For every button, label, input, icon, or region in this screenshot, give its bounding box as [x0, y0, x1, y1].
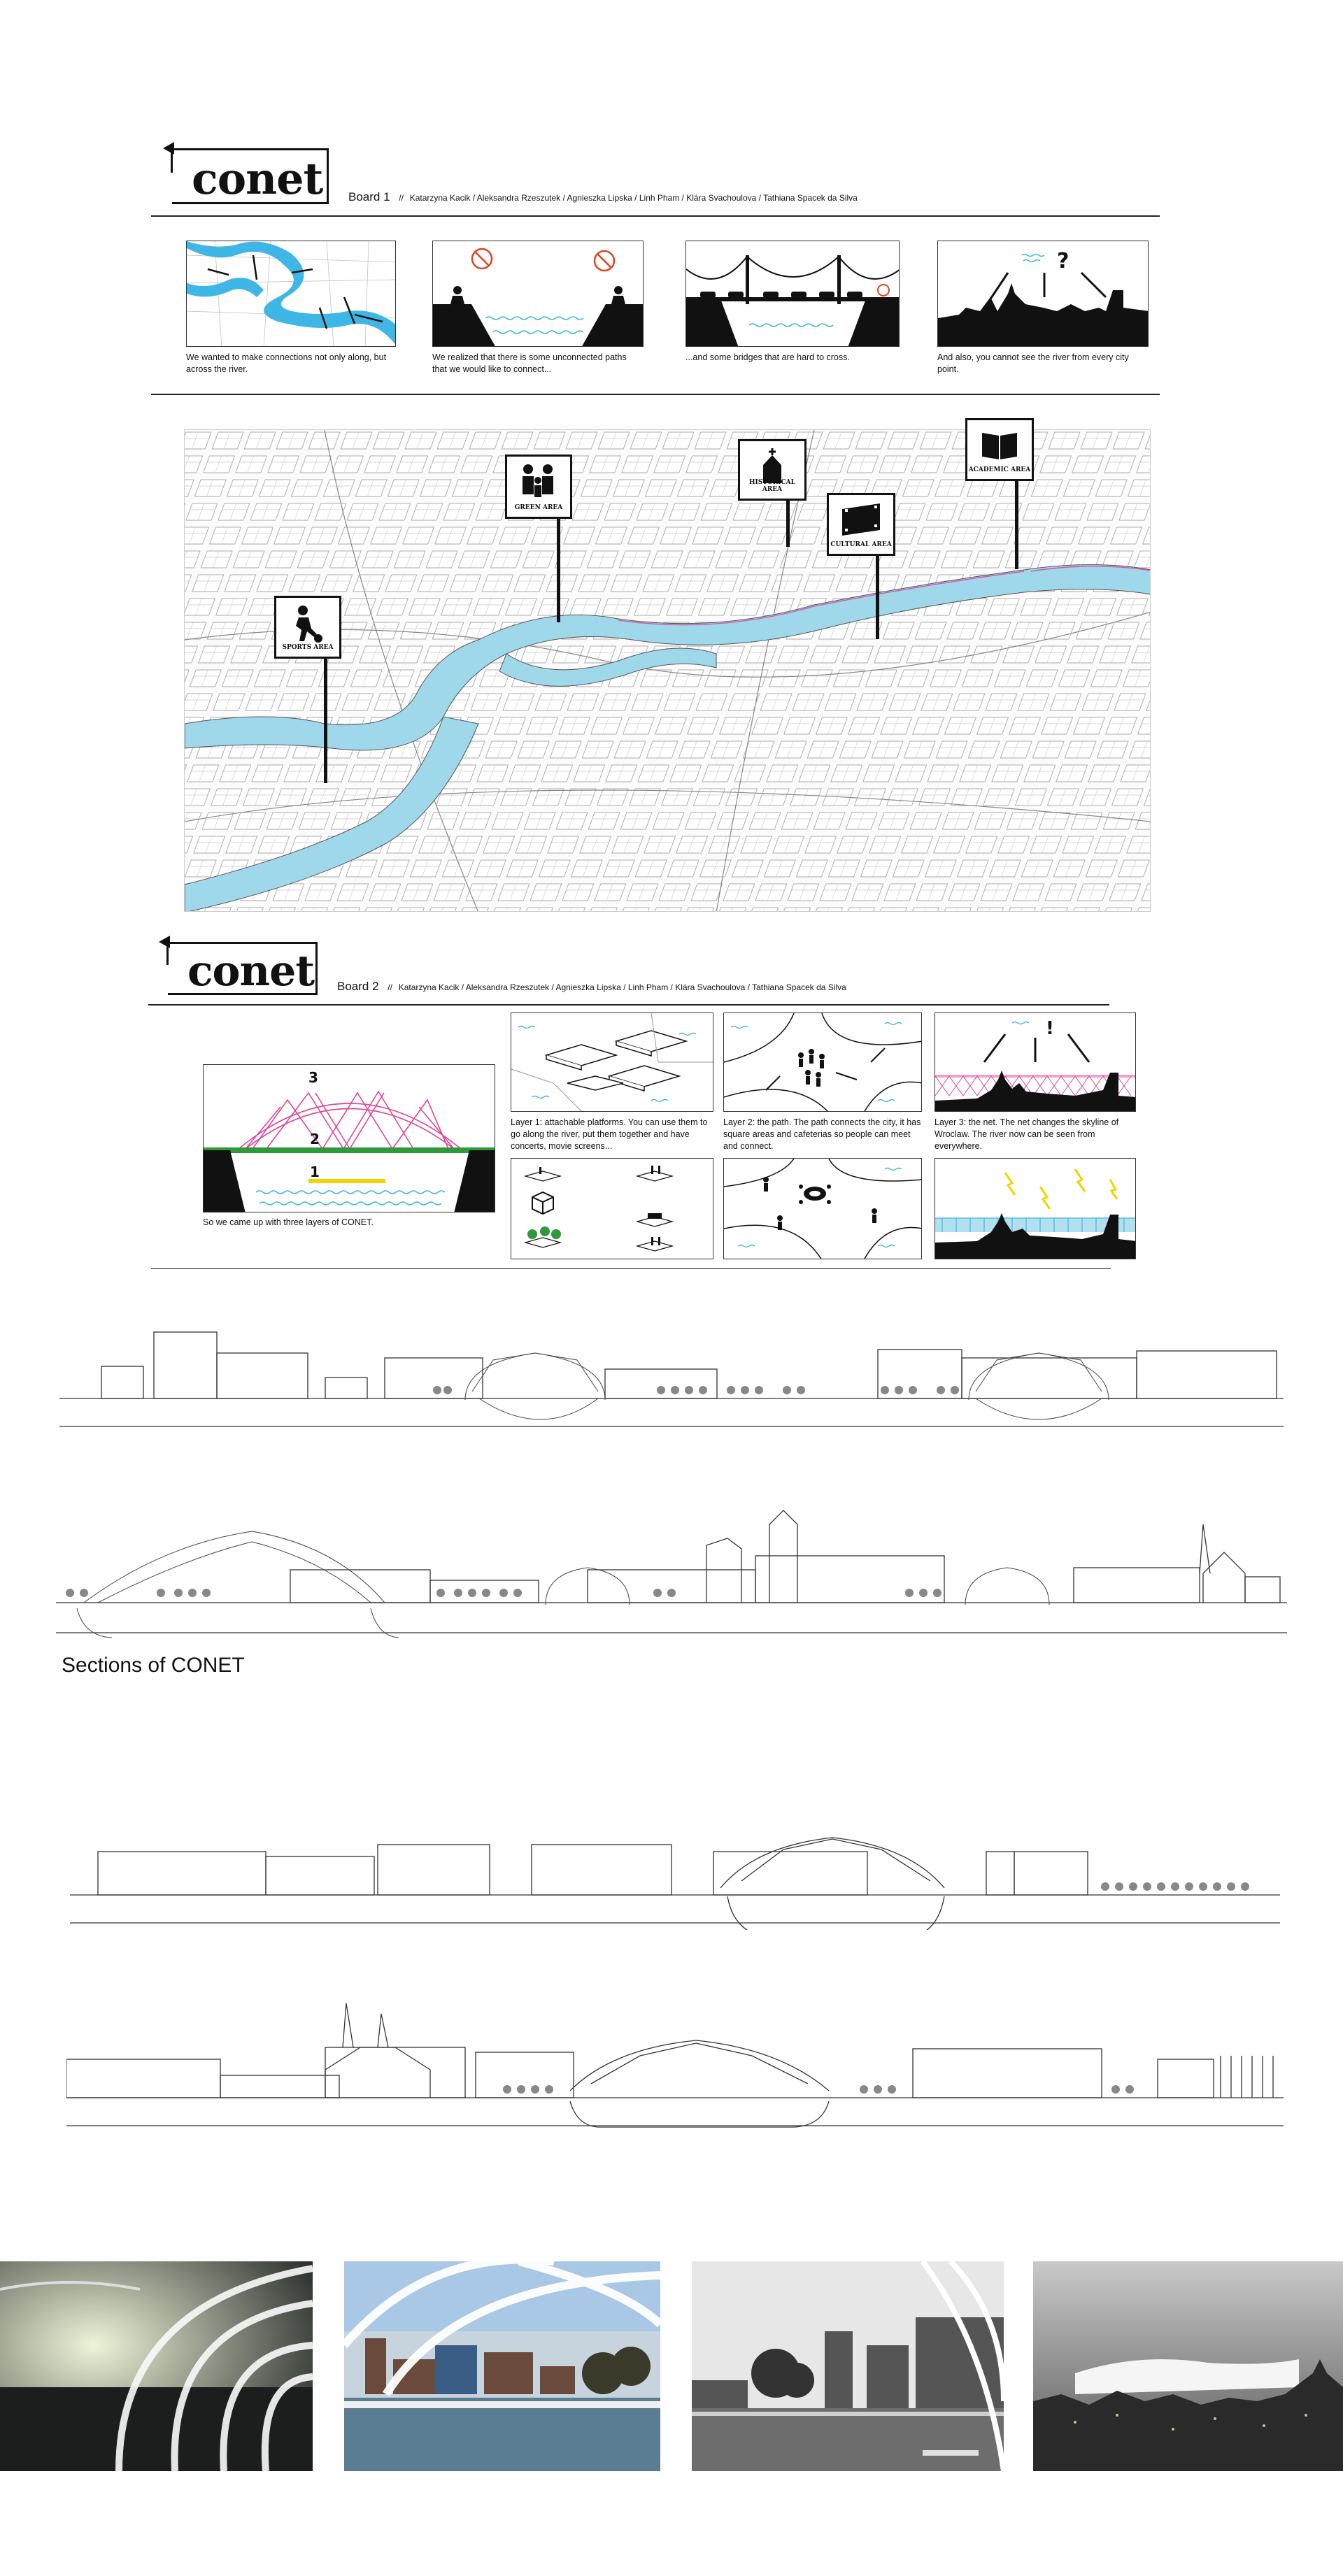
tag-sports-area: [274, 596, 341, 659]
board1-caption-2: We realized that there is some unconnected paths that we would like to connect...: [432, 352, 627, 374]
bw-river-render-image: [692, 2261, 1004, 2471]
board1-logo-tick: [171, 145, 173, 173]
path-people-icon: [724, 1013, 922, 1112]
board2-panel-5: [723, 1158, 922, 1259]
board2-logo: [168, 942, 318, 995]
board2-label-title: Board 2: [337, 980, 379, 993]
tag-cultural-label: CULTURAL AREA: [830, 541, 892, 548]
section-drawing-1: [59, 1322, 1284, 1433]
svg-text:!: !: [1046, 1018, 1054, 1039]
platform-uses-icon: [511, 1159, 713, 1259]
unconnected-paths-icon: [433, 241, 644, 347]
section-4: [66, 1986, 1284, 2133]
render-photo-3: [692, 2261, 1004, 2471]
river-map-arrows-icon: [187, 241, 396, 347]
board2-separator: //: [388, 982, 392, 992]
skyline-question-icon: [938, 241, 1149, 347]
board1-separator: //: [399, 193, 404, 203]
bridge-traffic-icon: [686, 241, 900, 347]
tag-pole-green: [557, 517, 560, 622]
tag-pole-cultural: [876, 554, 879, 639]
path-cafe-icon: [724, 1159, 922, 1259]
board1-authors: Katarzyna Kacik / Aleksandra Rzeszutek / Agnieszka Lipska / Linh Pham / Klára Svachoulova / Tathiana Spacek da Silva: [409, 193, 858, 203]
board2-caption-1: Layer 1: attachable platforms. You can use them to go along the river, put them together and have concerts, movie screens...: [511, 1117, 708, 1151]
family-icon: [507, 461, 570, 503]
layer-number-2: 2: [310, 1131, 320, 1147]
net-skyline-icon: [935, 1013, 1136, 1112]
board1-label-title: Board 1: [348, 190, 390, 203]
board2-logo-text: conet: [187, 947, 315, 996]
section-3: [70, 1818, 1280, 1930]
tag-academic-area: [965, 418, 1034, 481]
board1-mid-rule: [151, 394, 1160, 395]
section-2: [56, 1503, 1287, 1643]
layers-diagram: [203, 1064, 495, 1212]
board1-logo-text: conet: [192, 153, 323, 204]
tag-historical-area: [738, 439, 806, 501]
night-skyline-render-image: [1033, 2261, 1343, 2471]
board2-caption-3: Layer 3: the net. The net changes the skyline of Wroclaw. The river now can be seen from everywhere.: [935, 1117, 1119, 1151]
platforms-icon: [511, 1013, 713, 1112]
layers-caption: So we came up with three layers of CONET.: [203, 1217, 374, 1227]
section-drawing-4: [66, 1986, 1284, 2133]
board1-panel-4: [937, 241, 1149, 347]
board1-caption-4: And also, you cannot see the river from every city point.: [937, 352, 1129, 374]
board2-panel-4: [511, 1158, 713, 1259]
tag-green-label: GREEN AREA: [514, 504, 563, 511]
board2-top-rule: [148, 1004, 1109, 1006]
tag-cultural-area: [827, 493, 895, 556]
board1-panel-1: [186, 241, 396, 347]
board2-bottom-rule: [151, 1268, 1111, 1269]
tag-green-area: [505, 455, 572, 519]
render-photo-2: [344, 2261, 660, 2471]
tag-historical-label: HISTORICAL AREA: [749, 479, 795, 493]
board2-caption-2: Layer 2: the path. The path connects the city, it has square areas and cafeterias so people can meet and connect.: [723, 1117, 921, 1151]
tag-pole-sports: [324, 657, 327, 783]
film-icon: [830, 499, 893, 541]
board1-label: [348, 190, 858, 204]
render-photo-1: [0, 2261, 313, 2471]
board1-top-rule: [151, 215, 1160, 217]
board2-panel-6: [935, 1158, 1136, 1259]
book-icon: [968, 424, 1031, 466]
layer-number-3: 3: [308, 1069, 318, 1086]
tag-pole-historical: [786, 498, 790, 547]
tag-sports-label: SPORTS AREA: [282, 644, 334, 651]
board2-logo-tick: [166, 938, 169, 965]
board1-logo: [172, 148, 329, 204]
tag-pole-academic: [1015, 478, 1018, 569]
render-photo-4: [1033, 2261, 1343, 2471]
section-drawing-2: [56, 1503, 1287, 1643]
board1-caption-1: We wanted to make connections not only along, but across the river.: [186, 352, 387, 374]
board1-panel-2: [432, 241, 644, 347]
layer-number-1: 1: [310, 1164, 320, 1180]
board1-caption-3: ...and some bridges that are hard to cross.: [685, 352, 850, 362]
board1-panel-3: [685, 241, 900, 347]
sections-title: Sections of CONET: [62, 1654, 245, 1677]
sports-icon: [276, 602, 339, 644]
board2-panel-3: [935, 1012, 1136, 1112]
night-skyline-icon: [935, 1159, 1136, 1259]
tag-academic-label: ACADEMIC AREA: [968, 466, 1031, 473]
three-layers-bridge-icon: [204, 1065, 495, 1212]
section-1: [59, 1322, 1284, 1433]
board2-panel-1: [511, 1012, 713, 1112]
axonometric-city-map: [185, 430, 1151, 912]
board2-panel-2: [723, 1012, 922, 1112]
svg-text:?: ?: [1057, 249, 1070, 273]
board2-authors: Katarzyna Kacik / Aleksandra Rzeszutek / Agnieszka Lipska / Linh Pham / Klára Svachoulova / Tathiana Spacek da Silva: [398, 982, 846, 992]
tunnel-render-image: [0, 2261, 313, 2471]
board2-label: [337, 980, 846, 994]
city-map: [184, 429, 1151, 912]
river-render-image: [344, 2261, 660, 2471]
section-drawing-3: [70, 1818, 1280, 1930]
